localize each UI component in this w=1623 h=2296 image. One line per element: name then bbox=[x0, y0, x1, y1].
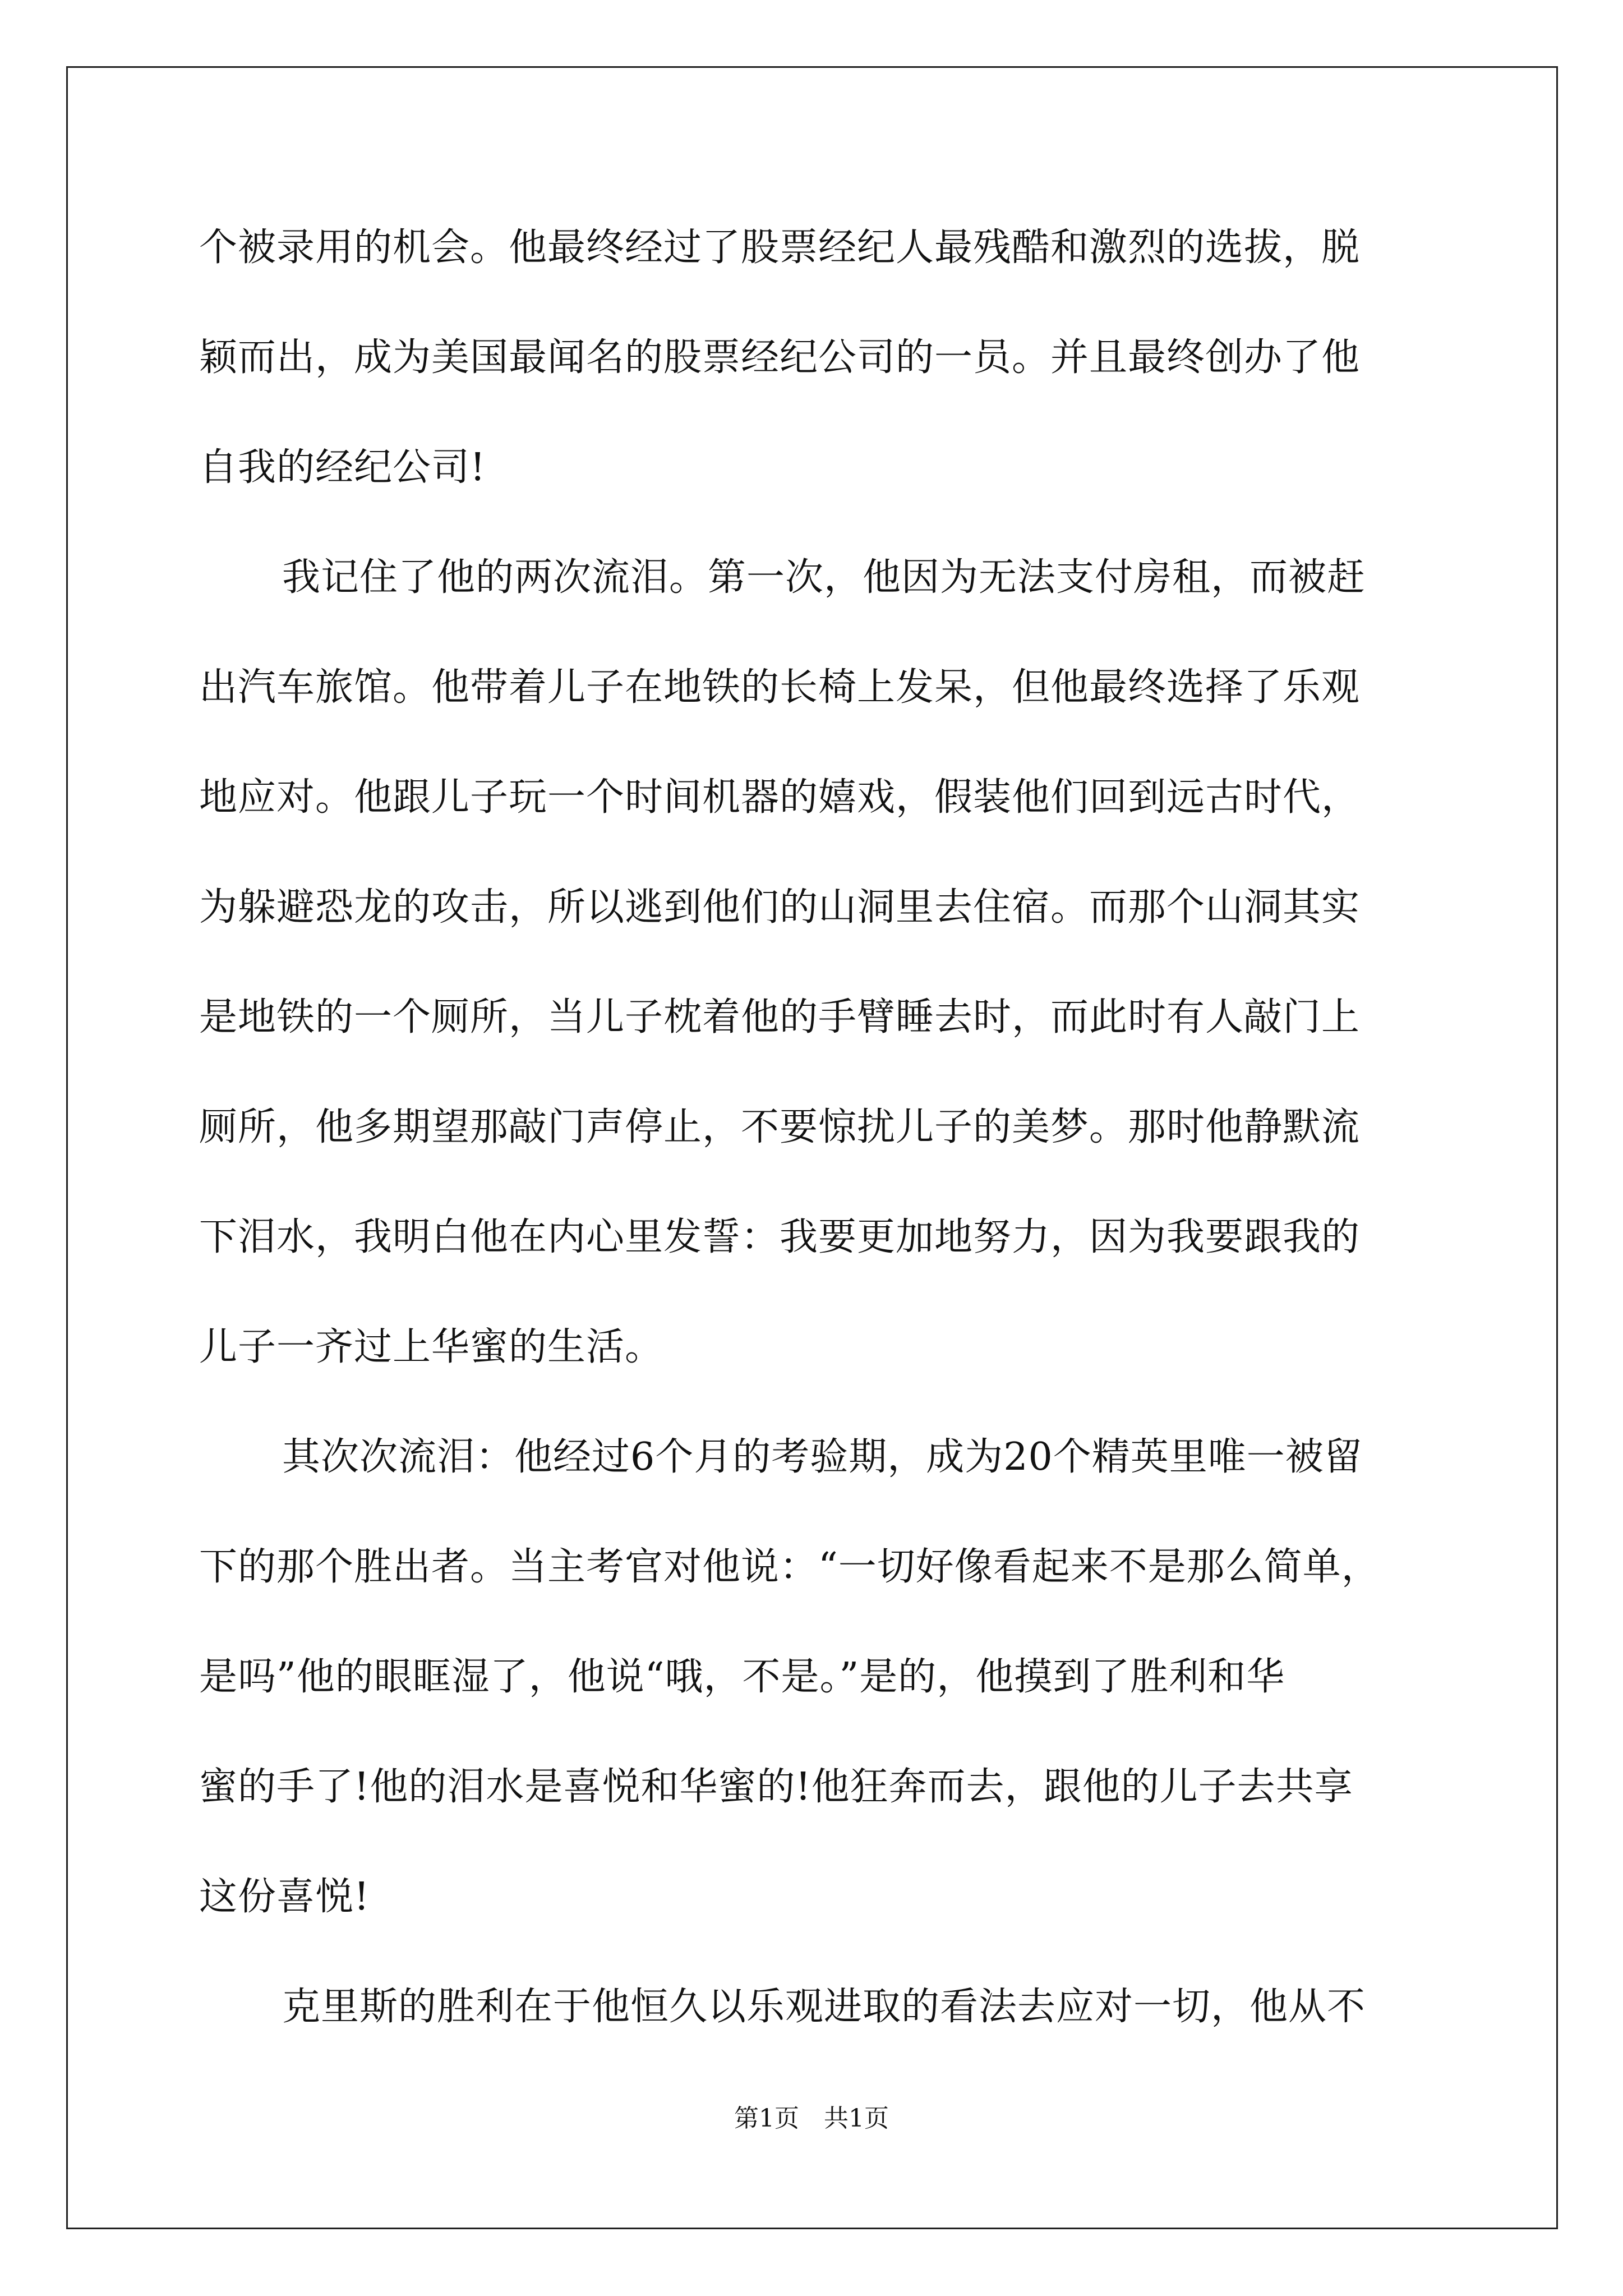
text-line: 下的那个胜出者。当主考官对他说：“一切好像看起来不是那么简单， bbox=[199, 1545, 1380, 1589]
text-line: 其次次流泪：他经过6个月的考验期，成为20个精英里唯一被留 bbox=[282, 1435, 1363, 1479]
text-line: 我记住了他的两次流泪。第一次，他因为无法支付房租，而被赶 bbox=[282, 555, 1366, 600]
page-number-footer: 第1页 共1页 bbox=[734, 2104, 889, 2133]
text-line: 地应对。他跟儿子玩一个时间机器的嬉戏，假装他们回到远古时代， bbox=[199, 775, 1361, 820]
text-line: 自我的经纪公司! bbox=[199, 445, 486, 490]
text-line: 克里斯的胜利在于他恒久以乐观进取的看法去应对一切，他从不 bbox=[282, 1985, 1366, 2029]
text-line: 是地铁的一个厕所，当儿子枕着他的手臂睡去时，而此时有人敲门上 bbox=[199, 995, 1361, 1039]
text-line: 个被录用的机会。他最终经过了股票经纪人最残酷和激烈的选拔，脱 bbox=[199, 226, 1361, 270]
text-line: 出汽车旅馆。他带着儿子在地铁的长椅上发呆，但他最终选择了乐观 bbox=[199, 665, 1361, 710]
text-line: 为躲避恐龙的攻击，所以逃到他们的山洞里去住宿。而那个山洞其实 bbox=[199, 885, 1361, 930]
text-line: 这份喜悦! bbox=[199, 1875, 370, 1919]
text-line: 厕所，他多期望那敲门声停止，不要惊扰儿子的美梦。那时他静默流 bbox=[199, 1105, 1361, 1149]
text-line: 儿子一齐过上华蜜的生活。 bbox=[199, 1325, 664, 1369]
text-line: 下泪水，我明白他在内心里发誓：我要更加地努力，因为我要跟我的 bbox=[199, 1215, 1361, 1259]
text-line: 蜜的手了!他的泪水是喜悦和华蜜的!他狂奔而去，跟他的儿子去共享 bbox=[199, 1765, 1353, 1809]
text-line: 颖而出，成为美国最闻名的股票经纪公司的一员。并且最终创办了他 bbox=[199, 335, 1361, 380]
text-line: 是吗”他的眼眶湿了，他说“哦，不是。”是的，他摸到了胜利和华 bbox=[199, 1655, 1285, 1699]
